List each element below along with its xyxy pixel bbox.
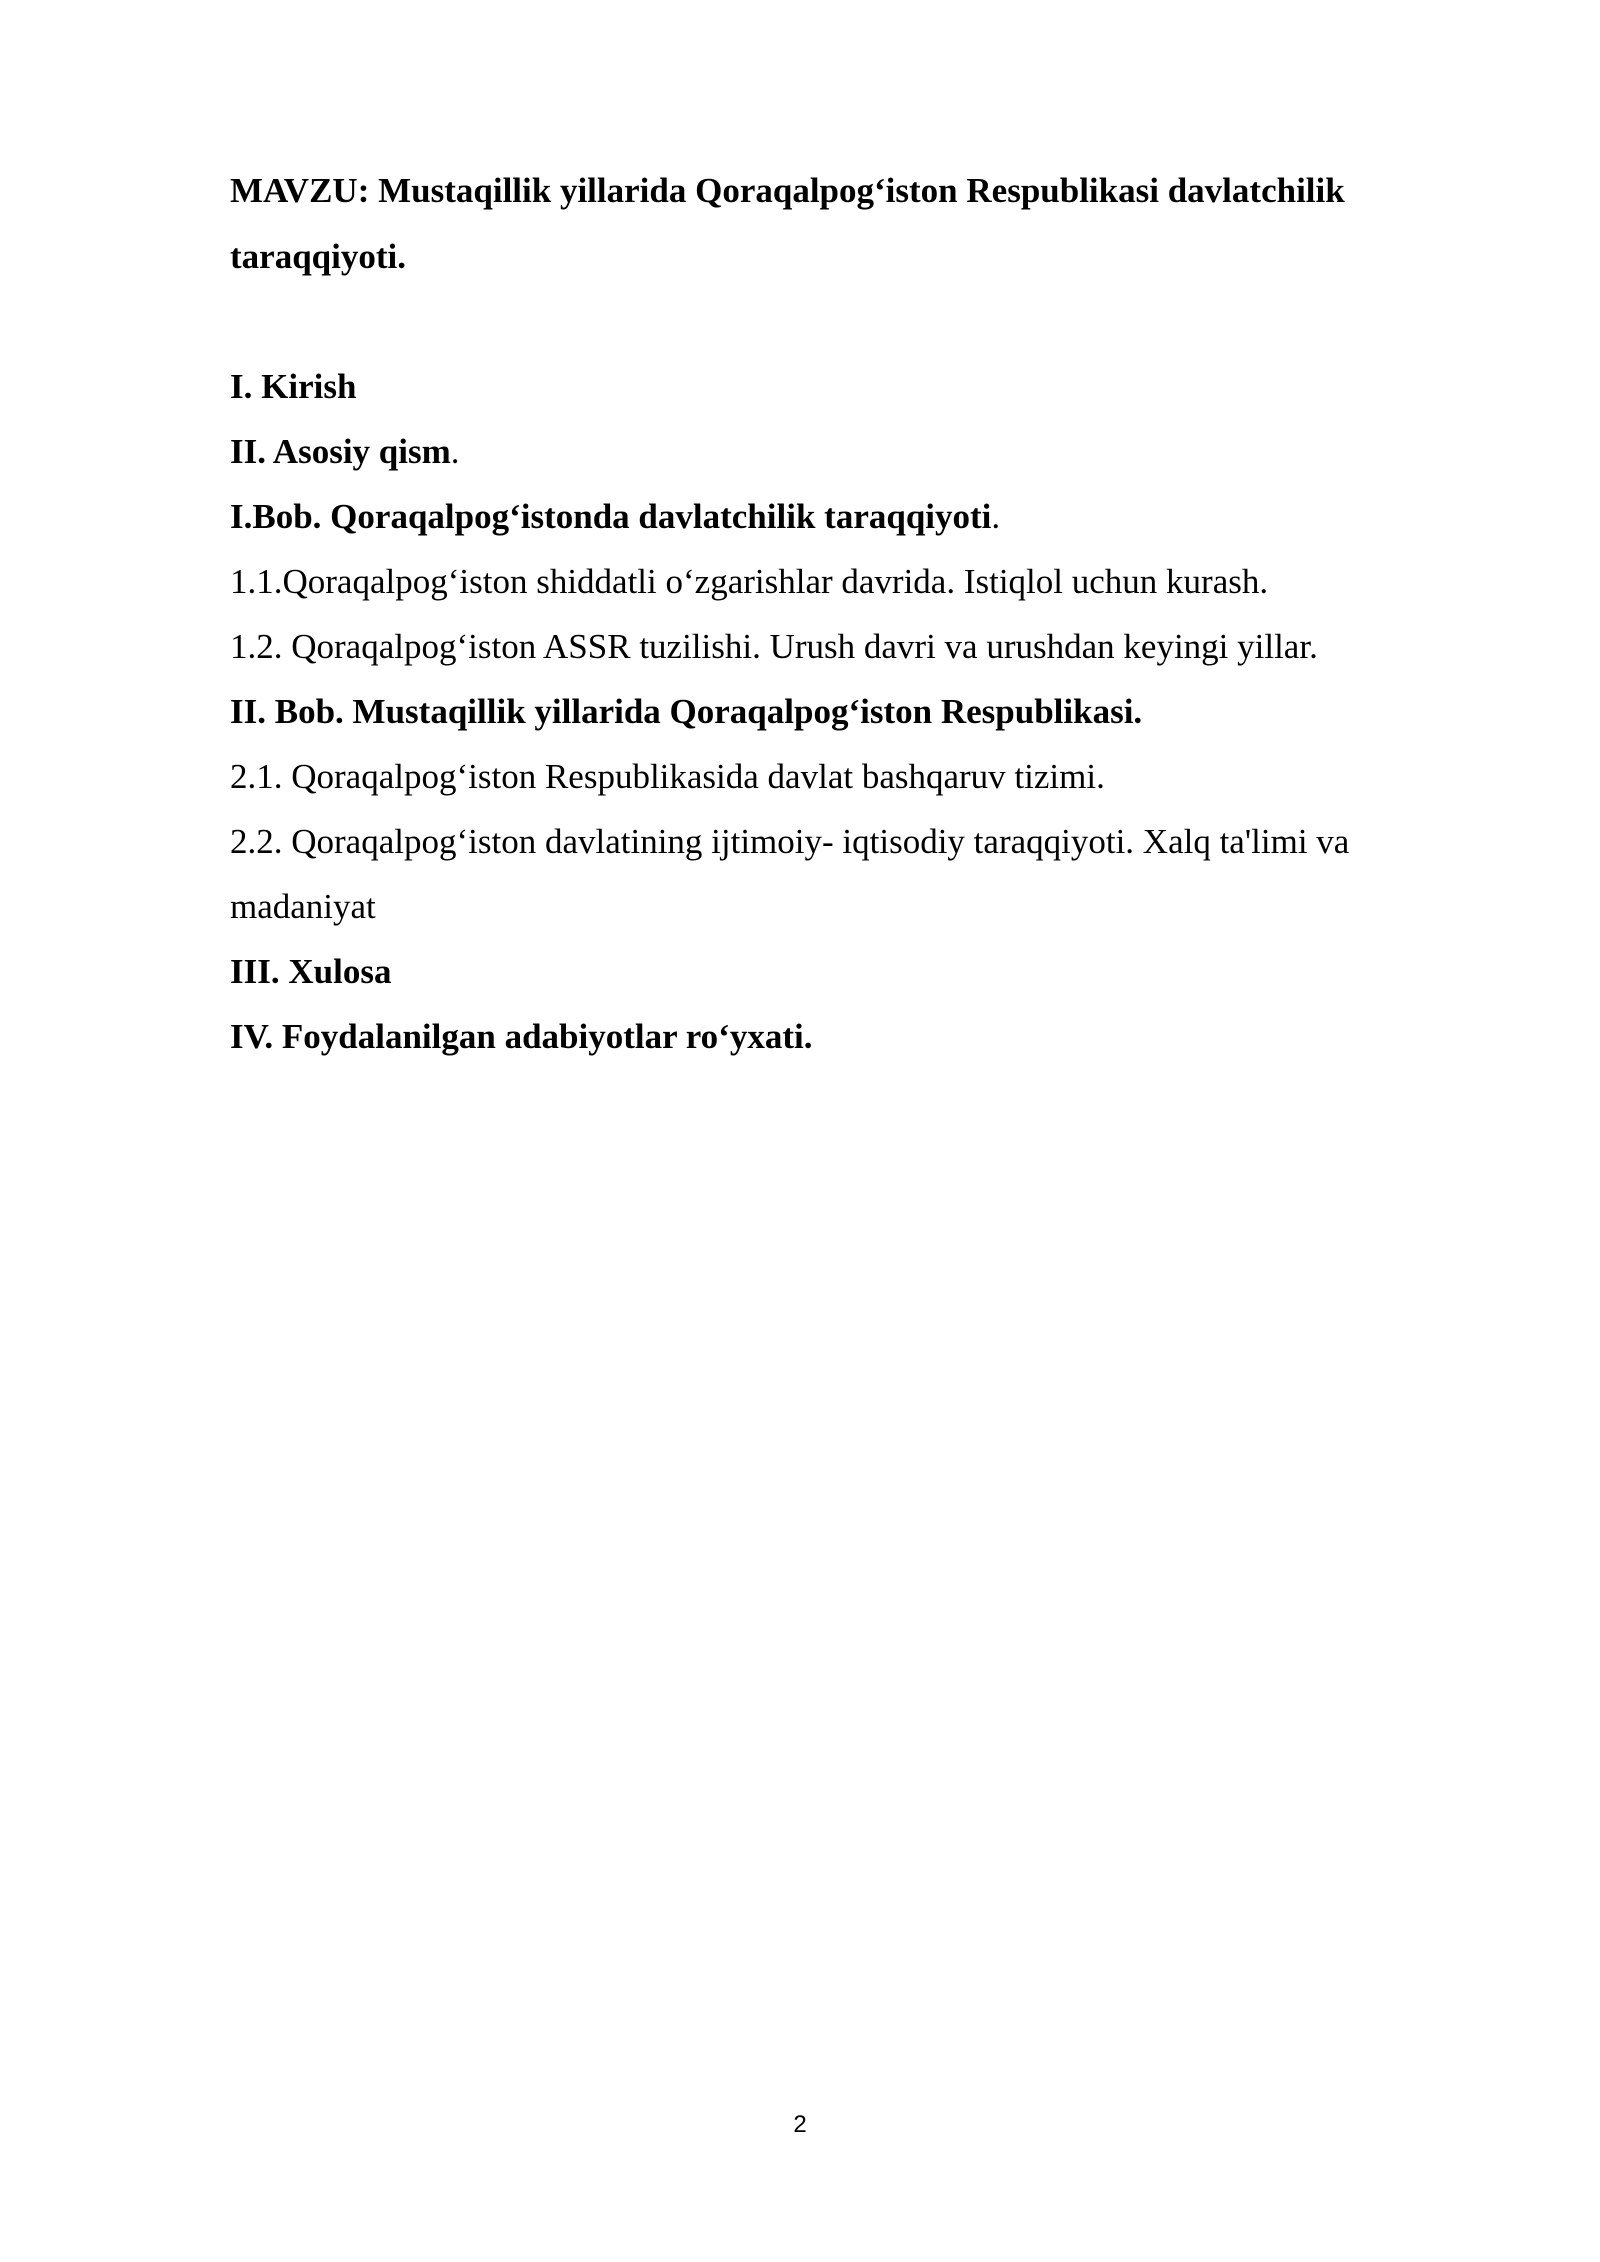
page-number: 2 (793, 2111, 807, 2138)
toc-item-text: 2.2. Qoraqalpog‘iston davlatining ijtimoiy- iqtisodiy taraqqiyoti. Xalq ta'limi va madaniyat (230, 822, 1350, 926)
toc-item-text: I. Kirish (230, 367, 357, 406)
page-content (230, 158, 1450, 1069)
toc-item (230, 679, 1450, 744)
document-title: MAVZU: Mustaqillik yillarida Qoraqalpog‘iston Respublikasi davlatchilik taraqqiyoti. (230, 171, 1345, 276)
toc-item (230, 614, 1450, 679)
toc-item-trail: . (450, 432, 460, 471)
toc-item-text: III. Xulosa (230, 952, 392, 991)
toc-item (230, 809, 1450, 939)
toc-item-text: 2.1. Qoraqalpog‘iston Respublikasida davlat bashqaruv tizimi. (230, 757, 1105, 796)
toc-item-text: IV. Foydalanilgan adabiyotlar ro‘yxati. (230, 1017, 813, 1056)
toc-item (230, 419, 1450, 484)
table-of-contents (230, 354, 1450, 1069)
toc-item (230, 484, 1450, 549)
toc-item (230, 1004, 1450, 1069)
toc-item (230, 549, 1450, 614)
toc-item (230, 744, 1450, 809)
toc-item-trail: . (991, 497, 1001, 536)
toc-item-text: II. Asosiy qism (230, 432, 451, 471)
toc-item-text: 1.2. Qoraqalpog‘iston ASSR tuzilishi. Urush davri va urushdan keyingi yillar. (230, 627, 1318, 666)
toc-item-text: 1.1.Qoraqalpog‘iston shiddatli o‘zgarishlar davrida. Istiqlol uchun kurash. (230, 562, 1269, 601)
toc-item (230, 354, 1450, 419)
toc-item (230, 939, 1450, 1004)
toc-item-text: I.Bob. Qoraqalpog‘istonda davlatchilik taraqqiyoti (230, 497, 992, 536)
toc-item-text: II. Bob. Mustaqillik yillarida Qoraqalpog‘iston Respublikasi. (230, 692, 1143, 731)
